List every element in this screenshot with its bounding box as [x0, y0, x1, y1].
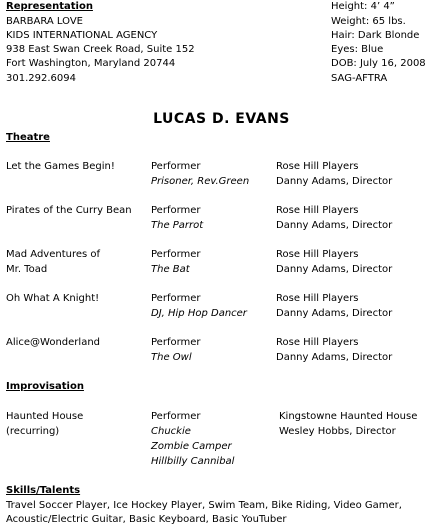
credit-company: Kingstowne Haunted House [279, 411, 418, 422]
skills-heading: Skills/Talents [6, 485, 81, 496]
credit-title: Haunted House [6, 411, 84, 422]
credit-company: Rose Hill Players [276, 161, 359, 172]
agency-phone: 301.292.6094 [6, 73, 76, 84]
credit-character: Chuckie [151, 426, 191, 437]
credit-company: Rose Hill Players [276, 293, 359, 304]
skills-line: Acoustic/Electric Guitar, Basic Keyboard, Basic YouTuber [6, 514, 287, 525]
credit-character: Hillbilly Cannibal [151, 456, 235, 467]
stat-eyes: Eyes: Blue [331, 44, 384, 55]
credit-title: Mad Adventures of [6, 249, 101, 260]
credit-title-line2: (recurring) [6, 426, 60, 437]
credit-title: Oh What A Knight! [6, 293, 100, 304]
stat-union: SAG-AFTRA [331, 73, 388, 84]
credit-character: The Parrot [151, 220, 204, 231]
stat-dob: DOB: July 16, 2008 [331, 58, 426, 69]
credit-role: Performer [151, 249, 201, 260]
credit-company: Rose Hill Players [276, 249, 359, 260]
credit-company: Rose Hill Players [276, 337, 359, 348]
representation-heading: Representation [6, 1, 93, 12]
credit-director: Danny Adams, Director [276, 352, 393, 363]
credit-role: Performer [151, 205, 201, 216]
credit-director: Danny Adams, Director [276, 308, 393, 319]
stat-weight: Weight: 65 lbs. [331, 16, 406, 27]
theatre-heading: Theatre [6, 132, 50, 143]
credit-director: Danny Adams, Director [276, 220, 393, 231]
credit-company: Rose Hill Players [276, 205, 359, 216]
credit-role: Performer [151, 293, 201, 304]
credit-character: The Bat [151, 264, 190, 275]
agency-name: KIDS INTERNATIONAL AGENCY [6, 30, 158, 41]
credit-role: Performer [151, 337, 201, 348]
stat-height: Height: 4’ 4” [331, 1, 395, 12]
agency-city: Fort Washington, Maryland 20744 [6, 58, 176, 69]
credit-title-line2: Mr. Toad [6, 264, 48, 275]
stat-hair: Hair: Dark Blonde [331, 30, 420, 41]
credit-role: Performer [151, 161, 201, 172]
credit-director: Danny Adams, Director [276, 176, 393, 187]
credit-director: Wesley Hobbs, Director [279, 426, 396, 437]
credit-title: Alice@Wonderland [6, 337, 101, 348]
credit-title: Let the Games Begin! [6, 161, 115, 172]
credit-role: Performer [151, 411, 201, 422]
improvisation-heading: Improvisation [6, 381, 84, 392]
credit-director: Danny Adams, Director [276, 264, 393, 275]
skills-line: Travel Soccer Player, Ice Hockey Player, Swim Team, Bike Riding, Video Gamer, [6, 500, 402, 511]
credit-character: DJ, Hip Hop Dancer [151, 308, 247, 319]
performer-name: LUCAS D. EVANS [153, 111, 290, 127]
agent-name: BARBARA LOVE [6, 16, 83, 27]
agency-address: 938 East Swan Creek Road, Suite 152 [6, 44, 195, 55]
credit-character: Zombie Camper [151, 441, 232, 452]
credit-title: Pirates of the Curry Bean [6, 205, 132, 216]
credit-character: The Owl [151, 352, 192, 363]
credit-character: Prisoner, Rev.Green [151, 176, 250, 187]
